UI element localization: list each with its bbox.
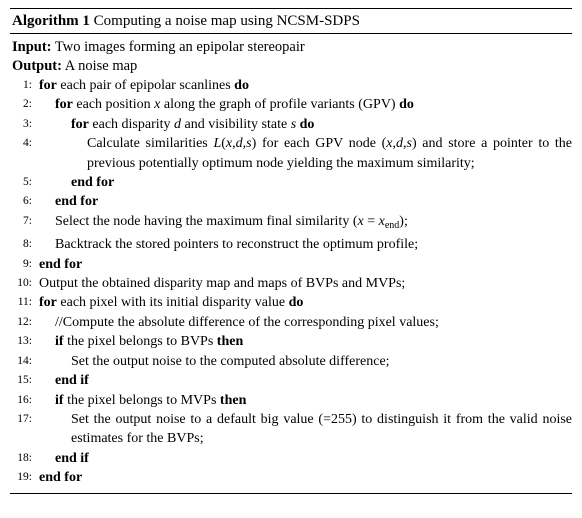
algorithm-line (10, 255, 572, 274)
line-number: 18: (17, 451, 32, 464)
text-run: = (363, 213, 379, 229)
line-text (10, 235, 572, 254)
algorithm-line (10, 371, 572, 390)
algorithm-line (10, 313, 572, 332)
line-number: 9: (23, 257, 32, 270)
algorithm-caption (10, 9, 572, 33)
line-text (10, 76, 572, 95)
math-subscript: end (384, 219, 400, 231)
line-number: 11: (17, 296, 32, 309)
line-text (10, 449, 572, 468)
line-text (10, 293, 572, 312)
math-symbol: L (213, 136, 222, 152)
line-text (10, 274, 572, 293)
line-number: 19: (17, 471, 32, 484)
input-text: Two images forming an epipolar stereopair (54, 39, 305, 55)
algorithm-line (10, 76, 572, 95)
algorithm-line (10, 352, 572, 371)
line-number: 8: (23, 238, 32, 251)
algorithm-line (10, 293, 572, 312)
text-run: and visibility state (181, 116, 291, 132)
math-symbol: x (378, 213, 385, 229)
text-run: Set the output noise to a default big value (=255) to distinguish it from the valid noise estimates for the BVPs; (71, 411, 572, 447)
line-text (10, 212, 572, 235)
line-text (10, 173, 572, 192)
keyword: end if (55, 373, 89, 389)
keyword: for (39, 295, 57, 311)
keyword: for (55, 97, 73, 113)
text-run: Calculate similarities (87, 136, 214, 152)
line-text (10, 95, 572, 114)
math-symbol: s (290, 116, 297, 132)
text-run: ( (221, 136, 226, 152)
output-label: Output: (12, 58, 62, 74)
line-text (10, 255, 572, 274)
keyword: end for (71, 175, 115, 191)
line-number: 13: (17, 335, 32, 348)
text-run: each disparity (88, 116, 175, 132)
keyword: for (71, 116, 89, 132)
text-run: , (392, 136, 396, 152)
line-number: 14: (17, 354, 32, 367)
text-run: each pixel with its initial disparity value (56, 295, 289, 311)
keyword: end if (55, 450, 89, 466)
text-run: //Compute the absolute difference of the corresponding pixel values; (55, 314, 439, 330)
keyword: end for (39, 256, 83, 272)
keyword: for (39, 78, 57, 93)
keyword: do (299, 116, 315, 132)
algorithm-line (10, 449, 572, 468)
keyword: then (216, 334, 244, 350)
line-number: 3: (23, 117, 32, 130)
algorithm-line (10, 95, 572, 114)
text-run: ) and store a pointer to the previous potentially optimum node yielding the maximum similarity; (87, 136, 573, 171)
output-text: A noise map (64, 58, 138, 74)
line-text (10, 371, 572, 390)
text-run: Backtrack the stored pointers to reconstruct the optimum profile; (55, 237, 419, 253)
line-number: 16: (17, 393, 32, 406)
text-run: each position (72, 97, 155, 113)
text-run: , (232, 136, 236, 152)
line-number: 2: (23, 98, 32, 111)
keyword: then (219, 392, 247, 408)
text-run: the pixel belongs to MVPs (63, 392, 220, 408)
text-run: Set the output noise to the computed absolute difference; (71, 353, 390, 369)
algorithm-body (10, 34, 572, 490)
algorithm-line (10, 332, 572, 351)
line-text (10, 391, 572, 410)
text-run: ) for each GPV node ( (251, 136, 387, 152)
algorithm-steps (10, 76, 572, 488)
line-number: 1: (23, 79, 32, 91)
line-number: 12: (17, 315, 32, 328)
text-run: ); (399, 213, 408, 229)
algorithm-line (10, 468, 572, 487)
line-number: 4: (23, 137, 32, 150)
line-text (10, 134, 572, 173)
line-number: 5: (23, 176, 32, 189)
text-run: along the graph of profile variants (GPV) (160, 97, 400, 113)
line-text (10, 192, 572, 211)
algorithm-line (10, 274, 572, 293)
algorithm-title: Computing a noise map using NCSM-SDPS (93, 13, 360, 29)
line-number: 17: (17, 412, 32, 425)
line-text (10, 115, 572, 134)
input-row (10, 38, 572, 57)
math-symbol: x (154, 97, 161, 113)
keyword: do (288, 295, 304, 311)
math-symbol: d (396, 136, 403, 152)
math-symbol: d (174, 116, 182, 132)
line-text (10, 468, 572, 487)
line-text (10, 410, 572, 449)
line-text (10, 352, 572, 371)
text-run: each pair of epipolar scanlines (56, 78, 235, 93)
text-run: , (242, 136, 247, 152)
bottom-rule (10, 493, 572, 494)
keyword: end for (55, 194, 99, 210)
math-symbol: s (406, 136, 412, 152)
keyword: end for (39, 470, 83, 486)
algorithm-line (10, 235, 572, 254)
algorithm-line (10, 173, 572, 192)
line-number: 7: (23, 214, 32, 227)
algorithm-line (10, 192, 572, 211)
algorithm-line (10, 410, 572, 449)
algorithm-box (10, 8, 572, 494)
keyword: do (399, 97, 414, 113)
math-symbol: d (235, 136, 243, 152)
text-run: Output the obtained disparity map and maps of BVPs and MVPs; (39, 276, 406, 292)
input-label: Input: (12, 39, 52, 55)
text-run: Select the node having the maximum final similarity ( (55, 213, 358, 229)
text-run: , (403, 136, 407, 152)
algorithm-line (10, 115, 572, 134)
line-text (10, 332, 572, 351)
algorithm-line (10, 134, 572, 173)
line-number: 15: (17, 374, 32, 387)
math-symbol: x (225, 136, 233, 152)
math-symbol: x (386, 136, 393, 152)
text-run: the pixel belongs to BVPs (63, 334, 217, 350)
line-number: 10: (17, 277, 32, 290)
math-symbol: s (246, 136, 252, 152)
output-row (10, 57, 572, 76)
line-number: 6: (23, 195, 32, 208)
math-symbol: x (357, 213, 364, 229)
keyword: if (55, 392, 64, 408)
keyword: do (234, 78, 249, 93)
keyword: if (55, 334, 64, 350)
algorithm-line (10, 212, 572, 235)
algorithm-label: Algorithm 1 (12, 13, 90, 29)
line-text (10, 313, 572, 332)
algorithm-line (10, 391, 572, 410)
